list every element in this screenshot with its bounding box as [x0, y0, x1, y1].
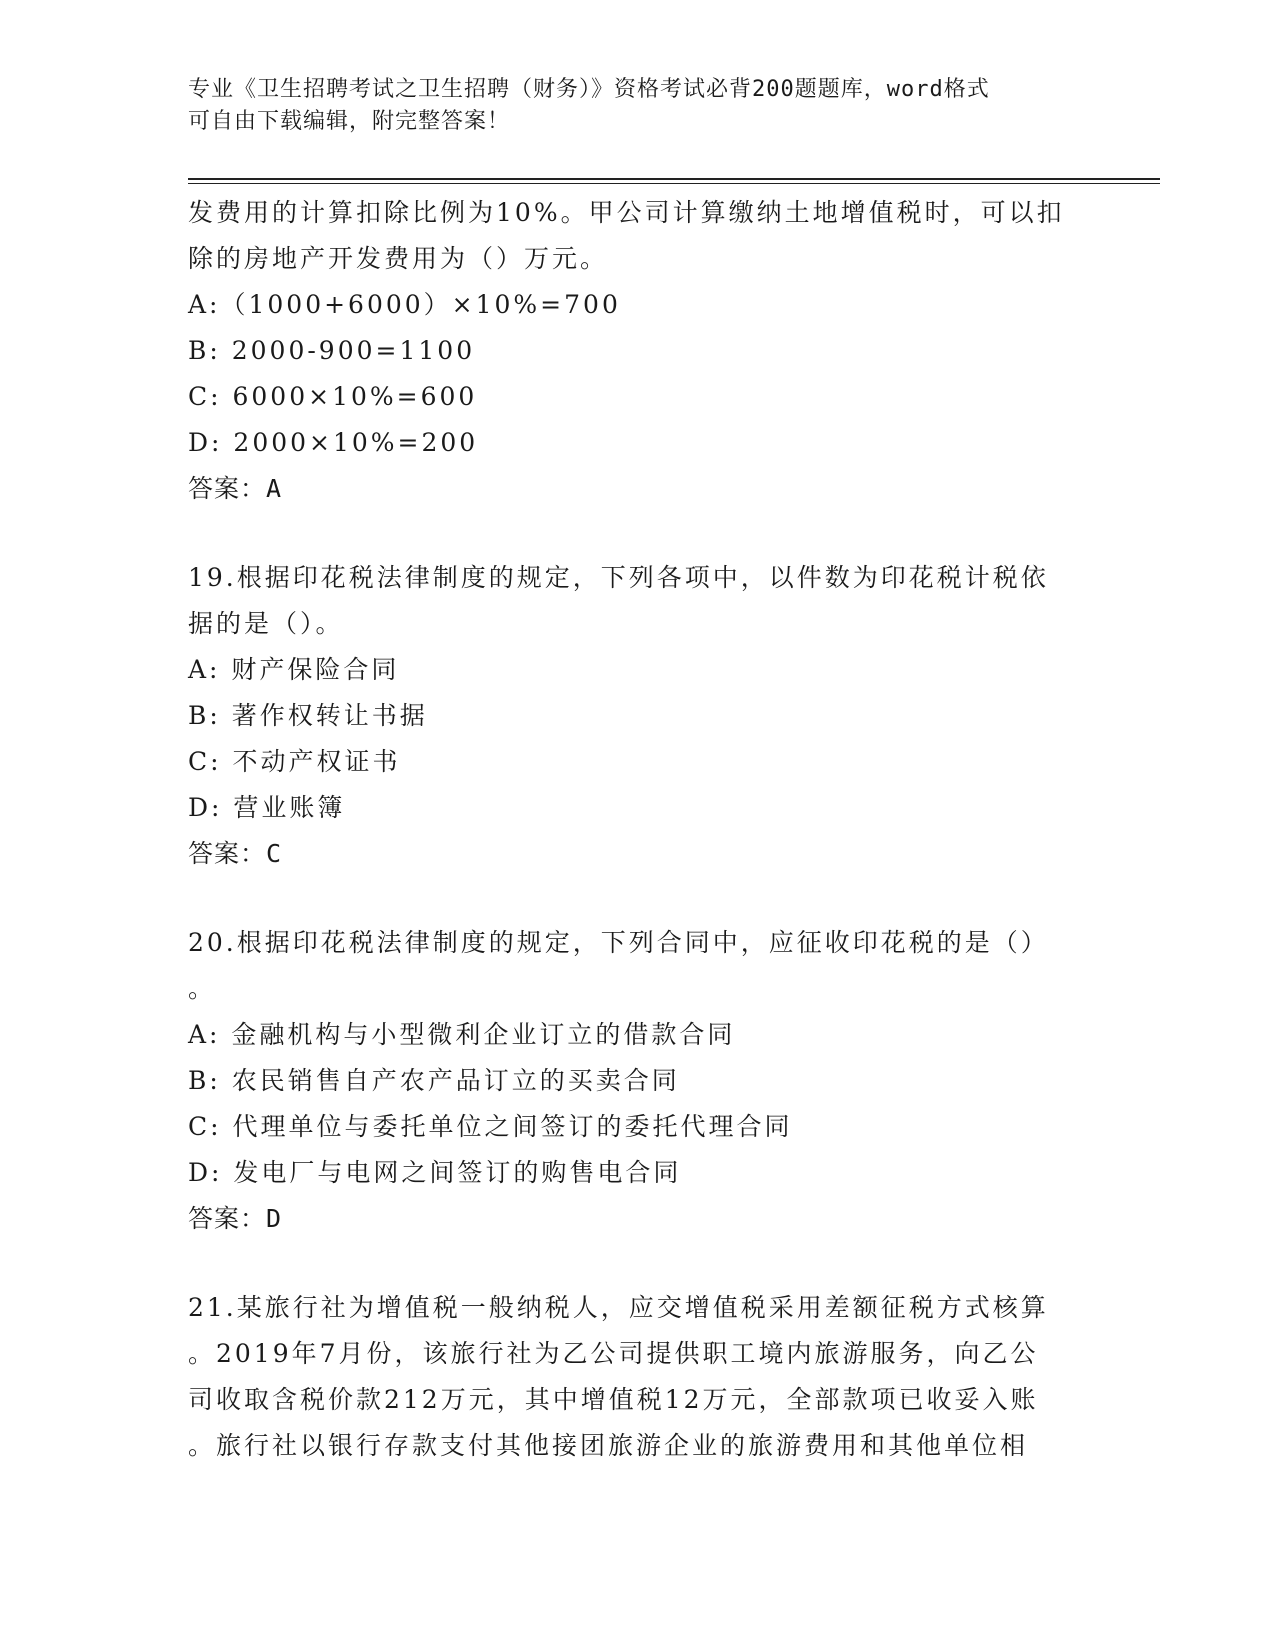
option-a: A: 财产保险合同	[188, 655, 400, 684]
header-line-1: 专业《卫生招聘考试之卫生招聘（财务）》资格考试必背200题题库，word格式	[188, 77, 990, 102]
header-divider-thick	[188, 178, 1160, 180]
question-text: 。2019年7月份，该旅行社为乙公司提供职工境内旅游服务，向乙公	[188, 1339, 1039, 1368]
question-text: 。	[188, 974, 217, 1003]
option-b: B: 农民销售自产农产品订立的买卖合同	[188, 1066, 680, 1095]
answer: 答案：A	[188, 474, 283, 503]
option-b: B: 著作权转让书据	[188, 701, 428, 730]
option-a: A: 金融机构与小型微利企业订立的借款合同	[188, 1020, 736, 1049]
option-c: C: 代理单位与委托单位之间签订的委托代理合同	[188, 1112, 793, 1141]
option-c: C: 不动产权证书	[188, 747, 401, 776]
question-content	[188, 190, 1088, 1469]
question-text: 据的是（）。	[188, 609, 344, 638]
option-b: B: 2000-900=1100	[188, 336, 476, 365]
question-20	[188, 920, 1088, 1242]
question-text: 19.根据印花税法律制度的规定，下列各项中，以件数为印花税计税依	[188, 563, 1049, 592]
option-c: C: 6000×10%=600	[188, 382, 478, 411]
question-21	[188, 1285, 1088, 1469]
question-text: 发费用的计算扣除比例为10%。甲公司计算缴纳土地增值税时，可以扣	[188, 198, 1065, 227]
answer: 答案：C	[188, 839, 283, 868]
answer: 答案：D	[188, 1204, 283, 1233]
option-d: D: 营业账簿	[188, 793, 346, 822]
option-d: D: 发电厂与电网之间签订的购售电合同	[188, 1158, 682, 1187]
question-19	[188, 555, 1088, 877]
header-line-2: 可自由下载编辑，附完整答案！	[188, 109, 511, 134]
header-divider-thin	[188, 183, 1160, 184]
question-text: 除的房地产开发费用为（）万元。	[188, 244, 609, 273]
option-d: D: 2000×10%=200	[188, 428, 479, 457]
question-18	[188, 190, 1088, 512]
question-text: 。旅行社以银行存款支付其他接团旅游企业的旅游费用和其他单位相	[188, 1431, 1029, 1460]
document-header	[188, 74, 1088, 138]
question-text: 司收取含税价款212万元，其中增值税12万元，全部款项已收妥入账	[188, 1385, 1039, 1414]
option-a: A:（1000+6000）×10%=700	[188, 290, 621, 319]
question-text: 20.根据印花税法律制度的规定，下列合同中，应征收印花税的是（）	[188, 928, 1049, 957]
question-text: 21.某旅行社为增值税一般纳税人，应交增值税采用差额征税方式核算	[188, 1293, 1049, 1322]
